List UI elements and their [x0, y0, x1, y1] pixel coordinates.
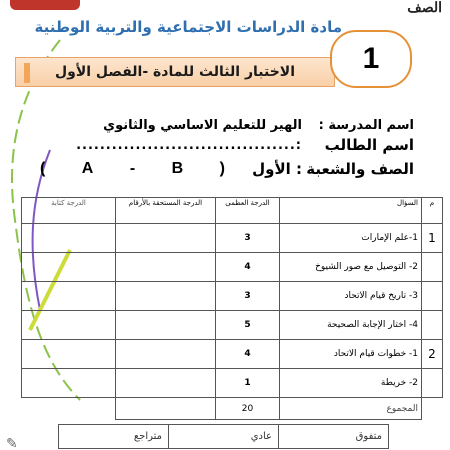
school-label: اسم المدرسة : — [318, 118, 414, 133]
level-average[interactable]: عادي — [169, 425, 279, 449]
header-question: السؤال — [280, 198, 422, 224]
row-word-cell[interactable] — [22, 224, 116, 253]
header-word: الدرجة كتابة — [22, 198, 116, 224]
row-num-cell[interactable] — [116, 340, 216, 369]
row-question: 1- خطوات قيام الاتحاد — [280, 340, 422, 369]
row-max: 3 — [216, 282, 280, 311]
student-name-field[interactable]: :..................................... — [76, 138, 302, 153]
band-accent — [24, 63, 30, 83]
row-word-cell[interactable] — [22, 282, 116, 311]
row-num-cell[interactable] — [116, 311, 216, 340]
total-spacer-2 — [22, 398, 116, 420]
total-label: المجموع — [280, 398, 422, 420]
class-label: الصف والشعبة — [306, 160, 414, 178]
row-max: 1 — [216, 369, 280, 398]
grade-heading: الصف — [407, 0, 442, 16]
table-row — [22, 369, 443, 398]
row-m — [422, 282, 443, 311]
performance-levels — [58, 424, 389, 449]
section-b[interactable]: B — [171, 160, 184, 177]
row-m: 1 — [422, 224, 443, 253]
row-word-cell[interactable] — [22, 340, 116, 369]
row-question: 1-علم الإمارات — [280, 224, 422, 253]
subject-title: مادة الدراسات الاجتماعية والتربية الوطنية — [34, 18, 342, 36]
row-num-cell[interactable] — [116, 253, 216, 282]
exam-number: 1 — [362, 42, 380, 75]
student-label: اسم الطالب — [324, 136, 414, 154]
row-max: 4 — [216, 253, 280, 282]
level-excellent[interactable]: متفوق — [279, 425, 389, 449]
paren-open: ( — [40, 160, 46, 177]
row-max: 3 — [216, 224, 280, 253]
row-question: 4- اختار الإجابة الصحيحة — [280, 311, 422, 340]
section-choice — [40, 160, 225, 178]
row-word-cell[interactable] — [22, 311, 116, 340]
grades-table — [21, 197, 443, 420]
exam-title-band — [15, 57, 335, 87]
table-row — [22, 282, 443, 311]
row-question: 3- تاريخ قيام الاتحاد — [280, 282, 422, 311]
total-num-cell[interactable] — [116, 398, 216, 420]
table-row — [22, 253, 443, 282]
row-question: 2- خريطة — [280, 369, 422, 398]
row-m — [422, 369, 443, 398]
top-color-strip — [10, 0, 80, 10]
row-question: 2- التوصيل مع صور الشيوخ — [280, 253, 422, 282]
exam-number-badge — [330, 30, 412, 88]
row-num-cell[interactable] — [116, 369, 216, 398]
table-header-row — [22, 198, 443, 224]
table-row — [22, 224, 443, 253]
class-value: : الأول — [252, 160, 302, 178]
row-m: 2 — [422, 340, 443, 369]
pen-doodle-icon: ✎ — [6, 436, 18, 450]
exam-title: الاختبار الثالث للمادة -الفصل الأول — [54, 64, 296, 80]
row-m — [422, 253, 443, 282]
row-num-cell[interactable] — [116, 282, 216, 311]
paren-close: ) — [219, 160, 225, 177]
table-row — [22, 311, 443, 340]
total-row — [22, 398, 443, 420]
header-max: الدرجة العظمى — [216, 198, 280, 224]
header-num: الدرجة المستحقة بالأرقام — [116, 198, 216, 224]
table-row — [22, 340, 443, 369]
total-value: 20 — [216, 398, 280, 420]
row-m — [422, 311, 443, 340]
row-max: 5 — [216, 311, 280, 340]
section-a[interactable]: A — [81, 160, 94, 177]
section-dash: - — [129, 160, 136, 177]
row-word-cell[interactable] — [22, 369, 116, 398]
header-m: م — [422, 198, 443, 224]
school-value: الهير للتعليم الاساسي والثانوي — [103, 118, 302, 133]
levels-row — [59, 425, 389, 449]
row-word-cell[interactable] — [22, 253, 116, 282]
total-spacer — [422, 398, 443, 420]
level-declining[interactable]: متراجع — [59, 425, 169, 449]
row-max: 4 — [216, 340, 280, 369]
row-num-cell[interactable] — [116, 224, 216, 253]
